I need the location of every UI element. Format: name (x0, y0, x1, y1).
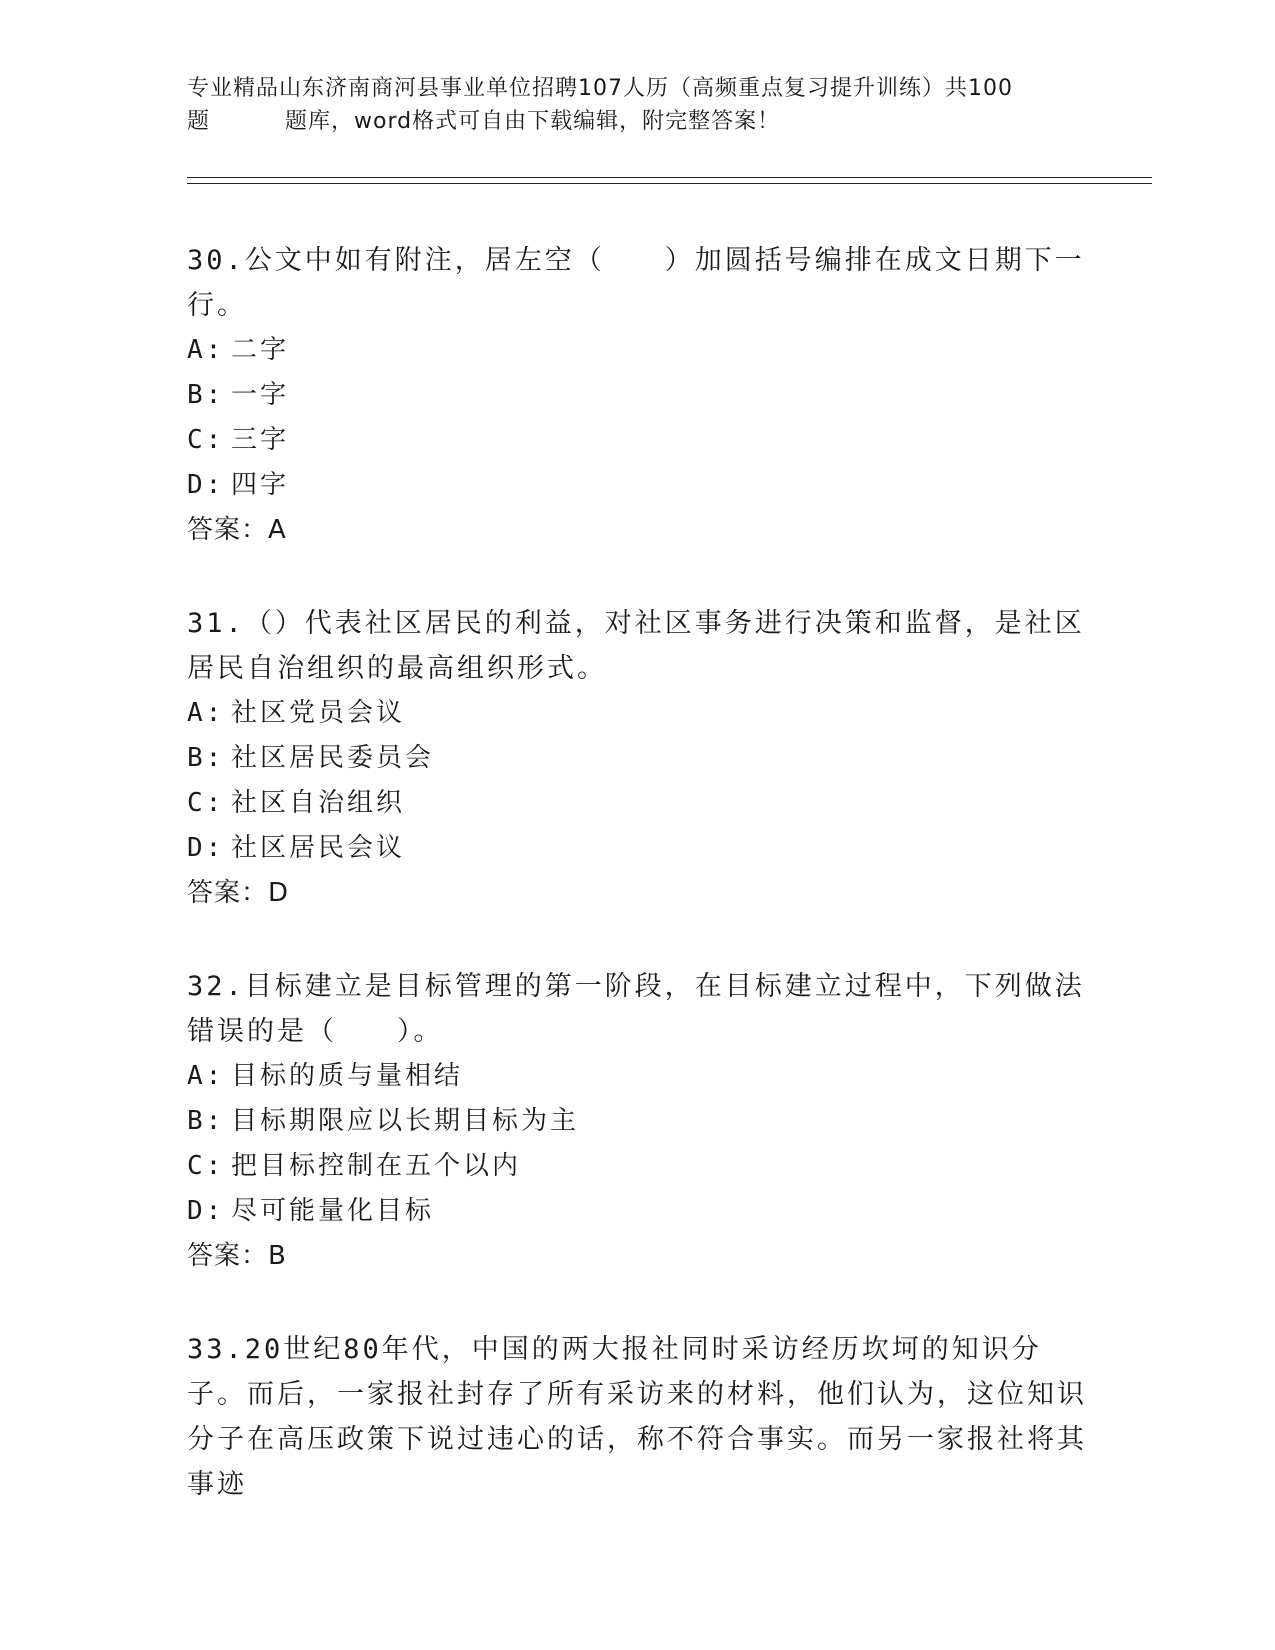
option-d (187, 1189, 1087, 1234)
option-text: 把目标控制在五个以内 (231, 1151, 522, 1181)
option-b (187, 736, 1087, 781)
option-text: 一字 (231, 380, 290, 410)
option-label: A: (187, 1061, 225, 1091)
question-text: 31.（）代表社区居民的利益，对社区事务进行决策和监督，是社区居民自治组织的最高组织形式。 (187, 608, 1085, 684)
option-a (187, 328, 1087, 373)
question-33 (187, 1327, 1087, 1507)
header-line-2-left: 题 (187, 109, 211, 134)
option-label: D: (187, 470, 225, 500)
option-text: 社区自治组织 (231, 788, 406, 818)
option-text: 尽可能量化目标 (231, 1196, 435, 1226)
option-c (187, 418, 1087, 463)
option-label: A: (187, 335, 225, 365)
answer: 答案：D (187, 878, 290, 908)
option-c (187, 781, 1087, 826)
question-list (187, 238, 1087, 1555)
option-d (187, 463, 1087, 508)
option-text: 四字 (231, 470, 290, 500)
option-label: C: (187, 788, 225, 818)
answer: 答案：B (187, 1241, 287, 1271)
header-line-2-right: 题库，word格式可自由下载编辑，附完整答案！ (285, 109, 781, 134)
option-text: 社区居民会议 (231, 833, 406, 863)
header-gap (210, 105, 285, 138)
option-text: 社区党员会议 (231, 698, 406, 728)
option-label: A: (187, 698, 225, 728)
option-label: C: (187, 425, 225, 455)
header-divider-top (187, 177, 1152, 178)
question-31 (187, 601, 1087, 916)
document-header (187, 72, 1087, 138)
option-label: B: (187, 743, 225, 773)
option-label: D: (187, 833, 225, 863)
header-line-1: 专业精品山东济南商河县事业单位招聘107人历（高频重点复习提升训练）共100 (187, 76, 1013, 101)
question-30 (187, 238, 1087, 553)
option-text: 二字 (231, 335, 290, 365)
option-text: 目标期限应以长期目标为主 (231, 1106, 580, 1136)
option-label: B: (187, 380, 225, 410)
option-b (187, 373, 1087, 418)
option-text: 三字 (231, 425, 290, 455)
option-c (187, 1144, 1087, 1189)
option-a (187, 1054, 1087, 1099)
header-line-2 (187, 105, 1087, 138)
option-text: 社区居民委员会 (231, 743, 435, 773)
question-text: 33.20世纪80年代，中国的两大报社同时采访经历坎坷的知识分子。而后，一家报社封存了所有采访来的材料，他们认为，这位知识分子在高压政策下说过违心的话，称不符合事实。而另一家报社将其事迹 (187, 1334, 1087, 1500)
option-text: 目标的质与量相结 (231, 1061, 464, 1091)
question-text: 32.目标建立是目标管理的第一阶段，在目标建立过程中，下列做法错误的是（ ）。 (187, 971, 1085, 1047)
option-d (187, 826, 1087, 871)
answer: 答案：A (187, 515, 287, 545)
header-divider-bottom (187, 183, 1152, 184)
option-label: D: (187, 1196, 225, 1226)
question-text: 30.公文中如有附注，居左空（ ）加圆括号编排在成文日期下一行。 (187, 245, 1085, 321)
option-b (187, 1099, 1087, 1144)
option-label: C: (187, 1151, 225, 1181)
option-a (187, 691, 1087, 736)
question-32 (187, 964, 1087, 1279)
option-label: B: (187, 1106, 225, 1136)
